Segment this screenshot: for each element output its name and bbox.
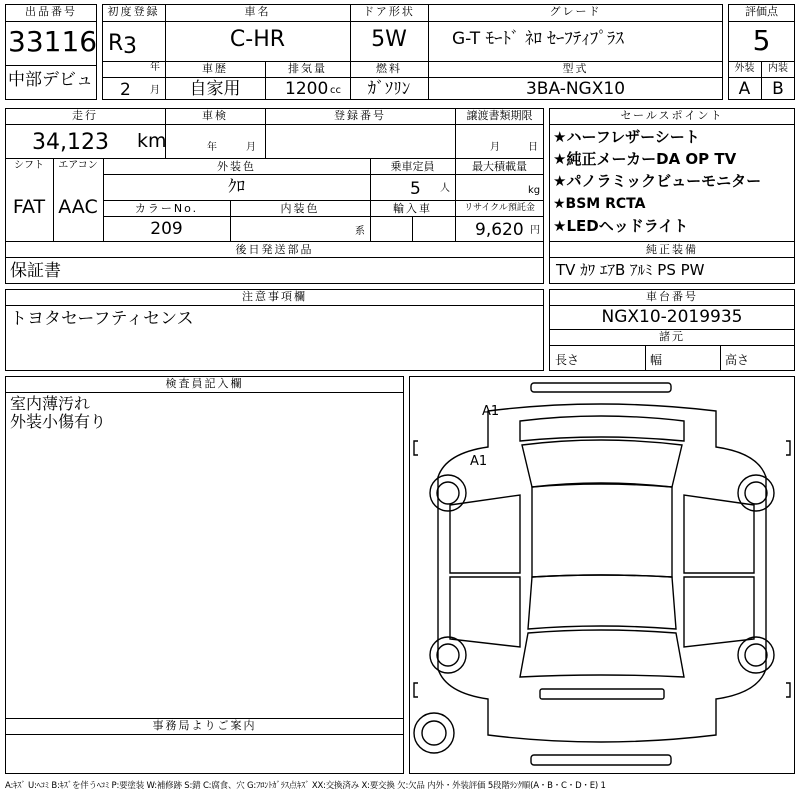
first-reg-label: 初度登録 <box>107 5 160 18</box>
equipment-label: 純正装備 <box>646 243 698 256</box>
damage-mark: A1 <box>470 454 488 469</box>
fuel-label: 燃料 <box>376 62 402 75</box>
shift: FAT <box>12 196 46 218</box>
year-unit: 年 <box>150 62 160 73</box>
recycle-label: リサイクル預託金 <box>464 203 535 213</box>
mileage-label: 走行 <box>72 109 98 122</box>
office-label: 事務局よりご案内 <box>152 719 257 732</box>
post-ship-label: 後日発送部品 <box>235 243 314 256</box>
interior-label: 内装 <box>768 63 788 74</box>
displacement-label: 排気量 <box>288 62 327 75</box>
capacity: 5 <box>410 179 421 199</box>
car-name: C-HR <box>229 27 286 52</box>
interior-color-label: 内装色 <box>280 202 320 215</box>
score: 5 <box>752 24 771 57</box>
color-no-label: カラーNo. <box>134 202 199 215</box>
reg-year: 3 <box>123 34 137 59</box>
shift-label: シフト <box>14 160 44 171</box>
color: ｸﾛ <box>228 177 245 197</box>
sales-points-label: セールスポイント <box>620 109 724 122</box>
post-ship-value: 保証書 <box>10 261 61 281</box>
load-label: 最大積載量 <box>472 160 527 173</box>
inspector-label: 検査員記入欄 <box>165 377 244 390</box>
displacement: 1200 <box>285 79 329 99</box>
inspection-year-unit: 年 <box>207 142 217 153</box>
mileage: 34,123 <box>32 130 109 155</box>
length-label: 長さ <box>555 353 580 367</box>
sales-point: ★LEDヘッドライト <box>553 217 689 235</box>
color-no: 209 <box>150 219 183 239</box>
notes-value: トヨタセーフティセンス <box>10 309 194 329</box>
chassis-label: 車台番号 <box>646 290 698 303</box>
sales-point: ★ハーフレザーシート <box>553 128 700 146</box>
chassis-number: NGX10-2019935 <box>601 307 743 327</box>
door-type: 5W <box>371 27 407 52</box>
lot-number: 33116 <box>8 25 98 58</box>
color-label: 外装色 <box>217 160 256 173</box>
score-label: 評価点 <box>745 5 778 18</box>
model-code: 3BA-NGX10 <box>525 79 626 99</box>
legend: A:ｷｽﾞ U:ﾍｺﾐ B:ｷｽﾞを伴うﾍｺﾐ P:要塗装 W:補修跡 S:錆 C:腐食、穴 G:ﾌﾛﾝﾄｶﾞﾗｽ点ｷｽﾞ XX:交換済み X:要交換 欠:欠品 内外・外装評価 5段階ﾗﾝｸ順(A・B・C・D・E) 1 <box>5 781 606 791</box>
sales-point: ★パノラミックビューモニター <box>553 172 762 190</box>
height-label: 高さ <box>725 353 750 367</box>
car-outline-diagram <box>410 377 794 773</box>
inspector-line: 室内薄汚れ <box>10 394 91 413</box>
capacity-unit: 人 <box>440 183 450 194</box>
transfer-month-unit: 月 <box>490 142 500 153</box>
load-unit: kg <box>528 185 541 196</box>
ac-label: エアコン <box>58 160 98 171</box>
damage-diagram <box>409 376 795 774</box>
import-label: 輸入車 <box>393 202 432 215</box>
sales-point: ★BSM RCTA <box>553 196 646 212</box>
recycle-unit: 円 <box>530 225 540 236</box>
interior-grade: B <box>772 79 784 99</box>
reg-month: 2 <box>120 80 131 100</box>
specs-label: 諸元 <box>659 330 685 343</box>
equipment-value: TV ｶﾜ ｴｱB ｱﾙﾐ PS PW <box>556 261 705 279</box>
transfer-label: 譲渡書類期限 <box>466 109 533 122</box>
grade-label: グレード <box>549 5 602 18</box>
damage-mark: A1 <box>482 404 500 419</box>
width-label: 幅 <box>650 353 663 367</box>
month-unit: 月 <box>150 85 160 96</box>
recycle: 9,620 <box>475 220 524 240</box>
transfer-day-unit: 日 <box>528 142 538 153</box>
sales-point: ★純正メーカーDA OP TV <box>553 150 737 168</box>
registration-label: 登録番号 <box>334 109 386 122</box>
interior-color-unit: 系 <box>355 226 365 237</box>
era: R <box>108 31 124 56</box>
door-label: ドア形状 <box>363 5 415 18</box>
debut-label: 中部デビュ <box>8 70 93 90</box>
inspector-line: 外装小傷有り <box>10 412 107 431</box>
inspection-month-unit: 月 <box>246 142 256 153</box>
exterior-label: 外装 <box>734 63 755 74</box>
lot-label: 出品番号 <box>25 5 77 18</box>
history-label: 車歴 <box>202 62 228 75</box>
mileage-unit: km <box>137 130 167 152</box>
ac: AAC <box>58 196 98 218</box>
inspection-label: 車検 <box>202 109 228 122</box>
displacement-unit: cc <box>330 85 341 96</box>
history: 自家用 <box>189 79 241 99</box>
exterior-grade: A <box>738 79 751 99</box>
model-code-label: 型式 <box>562 62 589 75</box>
fuel: ｶﾞｿﾘﾝ <box>367 79 411 99</box>
notes-label: 注意事項欄 <box>242 290 307 303</box>
car-name-label: 車名 <box>244 5 271 18</box>
grade: G-T ﾓｰﾄﾞ ﾈﾛ ｾｰﾌﾃｨﾌﾟﾗｽ <box>452 29 624 49</box>
capacity-label: 乗車定員 <box>390 160 435 173</box>
